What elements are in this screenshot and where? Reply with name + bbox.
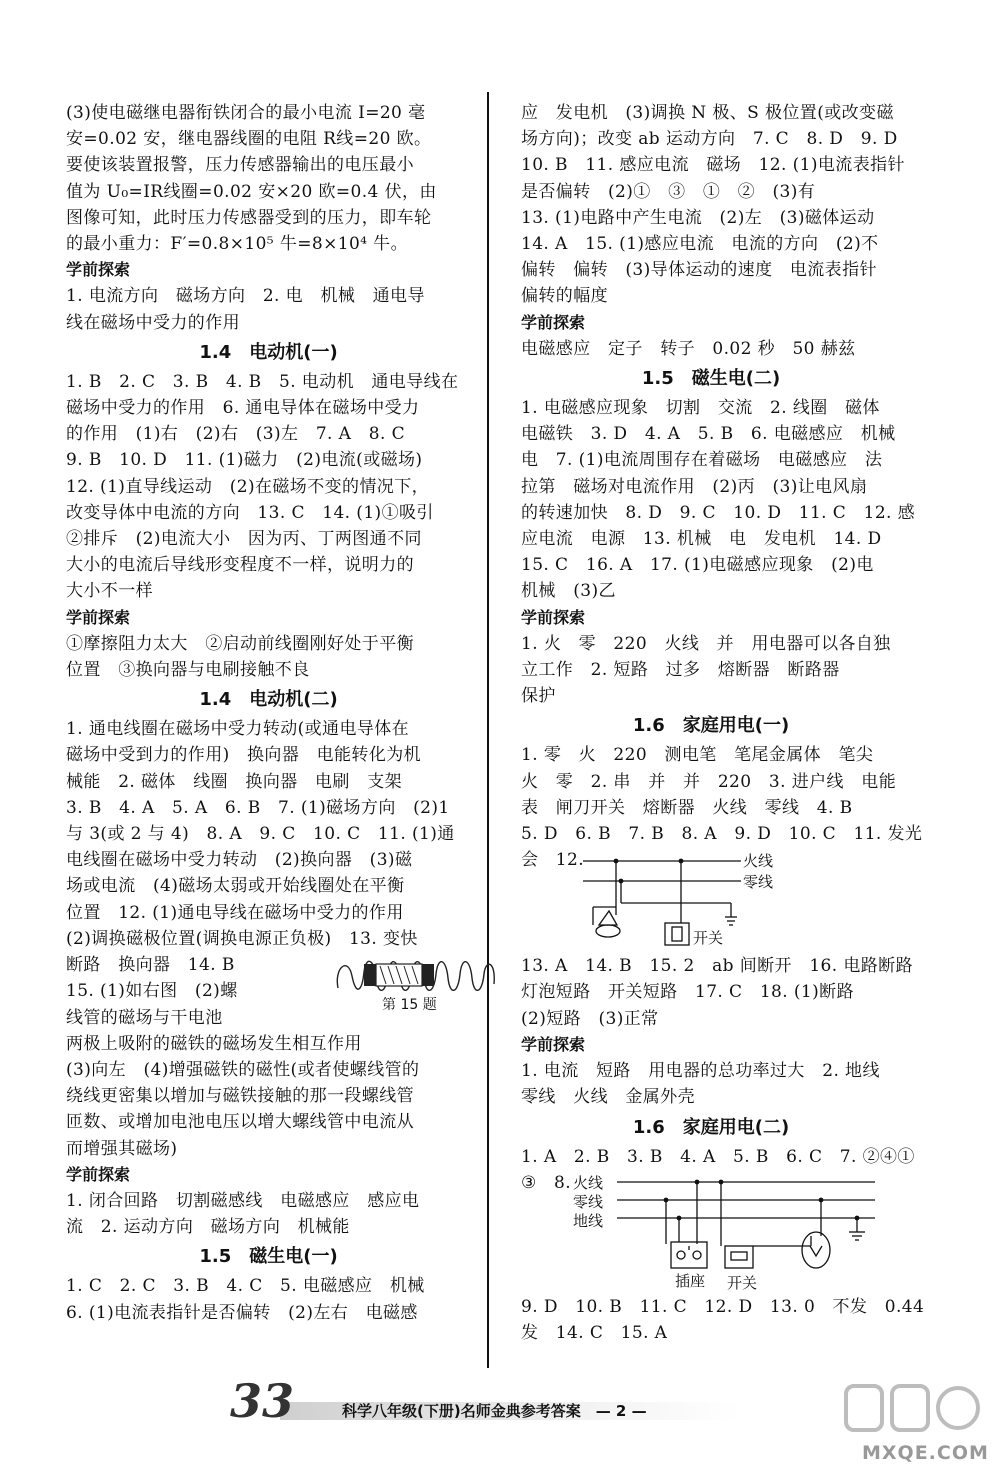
text-line: 电 7. (1)电流周围存在着磁场 电磁感应 法	[521, 450, 883, 471]
text-line: 而增强其磁场)	[66, 1138, 178, 1159]
text-line: 表 闸刀开关 熔断器 火线 零线 4. B	[521, 797, 853, 818]
text-line: 6. (1)电流表指针是否偏转 (2)左右 电磁感	[66, 1302, 418, 1323]
text-line: 匝数、或增加电池电压以增大螺线管中电流从	[66, 1112, 414, 1133]
text-line: 火 零 2. 串 并 并 220 3. 进户线 电能	[521, 771, 897, 792]
text-line: 偏转的幅度	[521, 286, 608, 307]
text-line: 9. D 10. B 11. C 12. D 13. 0 不发 0.44	[521, 1296, 925, 1317]
text-line: 立工作 2. 短路 过多 熔断器 断路器	[521, 660, 840, 681]
neutral-wire-label: 零线	[573, 1192, 604, 1211]
text-line: 是否偏转 (2)① ③ ① ② (3)有	[521, 181, 816, 202]
text-line: 场方向)；改变 ab 运动方向 7. C 8. D 9. D	[521, 129, 898, 150]
text-line: 磁场中受力的作用 6. 通电导体在磁场中受力	[66, 398, 420, 419]
section-title: 1.6 家庭用电(一)	[632, 715, 790, 737]
text-line: 磁场中受到力的作用) 换向器 电能转化为机	[66, 745, 422, 766]
section-title: 1.4 电动机(二)	[199, 689, 338, 711]
text-line: 1. 闭合回路 切割磁感线 电磁感应 感应电	[66, 1190, 420, 1211]
text-line: 1. C 2. C 3. B 4. C 5. 电磁感应 机械	[66, 1276, 425, 1297]
text-line: 1. B 2. C 3. B 4. B 5. 电动机 通电导线在	[66, 371, 459, 392]
section-title: 1.5 磁生电(一)	[199, 1246, 338, 1268]
neutral-wire-label: 零线	[743, 873, 774, 892]
text-line: 1. 电磁感应现象 切割 交流 2. 线圈 磁体	[521, 398, 880, 419]
text-line: 位置 12. (1)通电导线在磁场中受力的作用	[66, 902, 404, 923]
text-line: 的最小重力：F′=0.8×10⁵ 牛=8×10⁴ 牛。	[66, 234, 408, 255]
text-line: 1. A 2. B 3. B 4. A 5. B 6. C 7. ②④①	[521, 1146, 915, 1167]
text-line: 的转速加快 8. D 9. C 10. D 11. C 12. 感	[521, 502, 916, 523]
footer-title: 科学八年级(下册)名师金典参考答案 — 2 —	[342, 1402, 647, 1420]
text-line: 10. B 11. 感应电流 磁场 12. (1)电流表指针	[521, 155, 905, 176]
section-subheading: 学前探索	[66, 607, 131, 627]
text-line: 流 2. 运动方向 磁场方向 机械能	[66, 1217, 350, 1238]
text-line: (2)短路 (3)正常	[521, 1008, 659, 1029]
text-line: 电磁铁 3. D 4. A 5. B 6. 电磁感应 机械	[521, 424, 896, 445]
text-line: 零线 火线 金属外壳	[521, 1087, 695, 1108]
text-line: 1. 零 火 220 测电笔 笔尾金属体 笔尖	[521, 745, 874, 766]
section-title: 1.4 电动机(一)	[199, 341, 338, 363]
circuit-figure-8	[521, 1170, 901, 1294]
text-line: 偏转 偏转 (3)导体运动的速度 电流表指针	[521, 260, 877, 281]
figure-caption: 第 15 题	[382, 997, 437, 1014]
section-subheading: 学前探索	[66, 1164, 131, 1184]
text-line: 15. C 16. A 17. (1)电磁感应现象 (2)电	[521, 555, 874, 576]
column-divider	[487, 92, 489, 1368]
text-line: 两极上吸附的磁铁的磁场发生相互作用	[66, 1033, 362, 1054]
text-line: 保护	[521, 686, 556, 707]
text-line: (3)使电磁继电器衔铁闭合的最小电流 I=20 毫	[66, 103, 426, 123]
text-line: 拉第 磁场对电流作用 (2)丙 (3)让电风扇	[521, 476, 868, 497]
figure-15-block	[66, 952, 471, 1031]
ground-wire-label: 地线	[573, 1211, 604, 1230]
text-line: 12. (1)直导线运动 (2)在磁场不变的情况下，	[66, 476, 429, 497]
right-column	[521, 100, 925, 1346]
section-title: 1.6 家庭用电(二)	[632, 1116, 790, 1138]
left-column	[66, 100, 471, 1326]
answer-block-continued	[66, 100, 471, 257]
text-line: 1. 电流 短路 用电器的总功率过大 2. 地线	[521, 1061, 880, 1082]
section-subheading: 学前探索	[66, 260, 131, 280]
watermark-text: MXQE.COM	[862, 1442, 989, 1464]
text-line: 15. (1)如右图 (2)螺	[66, 981, 238, 1002]
section-subheading: 学前探索	[521, 312, 586, 332]
text-line: 9. B 10. D 11. (1)磁力 (2)电流(或磁场)	[66, 450, 423, 471]
text-line: 13. A 14. B 15. 2 ab 间断开 16. 电路断路	[521, 956, 913, 977]
text-line: 1. 通电线圈在磁场中受力转动(或通电导体在	[66, 719, 410, 740]
circuit-figure-12	[521, 847, 901, 953]
text-line: 13. (1)电路中产生电流 (2)左 (3)磁体运动	[521, 207, 875, 228]
text-line: 图像可知，此时压力传感器受到的压力，即车轮	[66, 207, 432, 228]
section-title: 1.5 磁生电(二)	[641, 368, 781, 390]
switch-label: 开关	[693, 929, 724, 948]
text-line: 应电流 电源 13. 机械 电 发电机 14. D	[521, 529, 882, 550]
text-line: 3. B 4. A 5. A 6. B 7. (1)磁场方向 (2)1	[66, 797, 450, 818]
socket-label: 插座	[675, 1271, 706, 1290]
text-line: 与 3(或 2 与 4) 8. A 9. C 10. C 11. (1)通	[66, 824, 455, 845]
text-line: 要使该装置报警，压力传感器输出的电压最小	[66, 155, 414, 176]
text-line: 改变导体中电流的方向 13. C 14. (1)①吸引	[66, 502, 434, 523]
switch-label: 开关	[727, 1273, 758, 1292]
figure-prefix: 会 12.	[521, 850, 585, 871]
text-line: ②排斥 (2)电流大小 因为丙、丁两图通不同	[66, 529, 422, 550]
text-line: 电磁感应 定子 转子 0.02 秒 50 赫兹	[521, 338, 856, 359]
text-line: ①摩擦阻力太大 ②启动前线圈刚好处于平衡	[66, 633, 414, 654]
text-line: 1. 电流方向 磁场方向 2. 电 机械 通电导	[66, 286, 425, 307]
text-line: 断路 换向器 14. B	[66, 955, 235, 976]
live-wire-label: 火线	[743, 852, 774, 871]
text-line: 安=0.02 安，继电器线圈的电阻 R线=20 欧。	[66, 129, 432, 150]
text-line: 线在磁场中受力的作用	[66, 312, 240, 333]
text-line: 发 14. C 15. A	[521, 1322, 668, 1343]
live-wire-label: 火线	[573, 1173, 604, 1192]
text-line: 5. D 6. B 7. B 8. A 9. D 10. C 11. 发光	[521, 824, 923, 845]
text-line: 机械 (3)乙	[521, 581, 616, 602]
text-line: 大小不一样	[66, 581, 153, 602]
section-subheading: 学前探索	[521, 607, 586, 627]
text-line: 大小的电流后导线形变程度不一样，说明力的	[66, 555, 414, 576]
page-footer	[230, 1374, 770, 1428]
text-line: 值为 U₀=IR线圈=0.02 安×20 欧=0.4 伏，由	[66, 181, 437, 202]
text-line: 的作用 (1)右 (2)右 (3)左 7. A 8. C	[66, 424, 405, 445]
text-line: 灯泡短路 开关短路 17. C 18. (1)断路	[521, 982, 854, 1003]
text-line: 应 发电机 (3)调换 N 极、S 极位置(或改变磁	[521, 103, 894, 123]
text-line: 位置 ③换向器与电刷接触不良	[66, 660, 310, 681]
text-line: 1. 火 零 220 火线 并 用电器可以各自独	[521, 633, 891, 654]
text-line: 绕线更密集以增加与磁铁接触的那一段螺线管	[66, 1086, 414, 1107]
figure-prefix: ③ 8.	[521, 1172, 572, 1193]
text-line: (3)向左 (4)增强磁铁的磁性(或者使螺线管的	[66, 1059, 420, 1080]
text-line: (2)调换磁极位置(调换电源正负极) 13. 变快	[66, 928, 418, 949]
text-line: 电线圈在磁场中受力转动 (2)换向器 (3)磁	[66, 850, 413, 871]
text-line: 械能 2. 磁体 线圈 换向器 电刷 支架	[66, 771, 403, 792]
text-line: 场或电流 (4)磁场太弱或开始线圈处在平衡	[66, 876, 405, 897]
solenoid-figure	[334, 952, 504, 1020]
text-line: 线管的磁场与干电池	[66, 1007, 223, 1028]
text-line: 14. A 15. (1)感应电流 电流的方向 (2)不	[521, 234, 879, 255]
section-subheading: 学前探索	[521, 1034, 586, 1054]
logo: 33	[230, 1374, 295, 1428]
